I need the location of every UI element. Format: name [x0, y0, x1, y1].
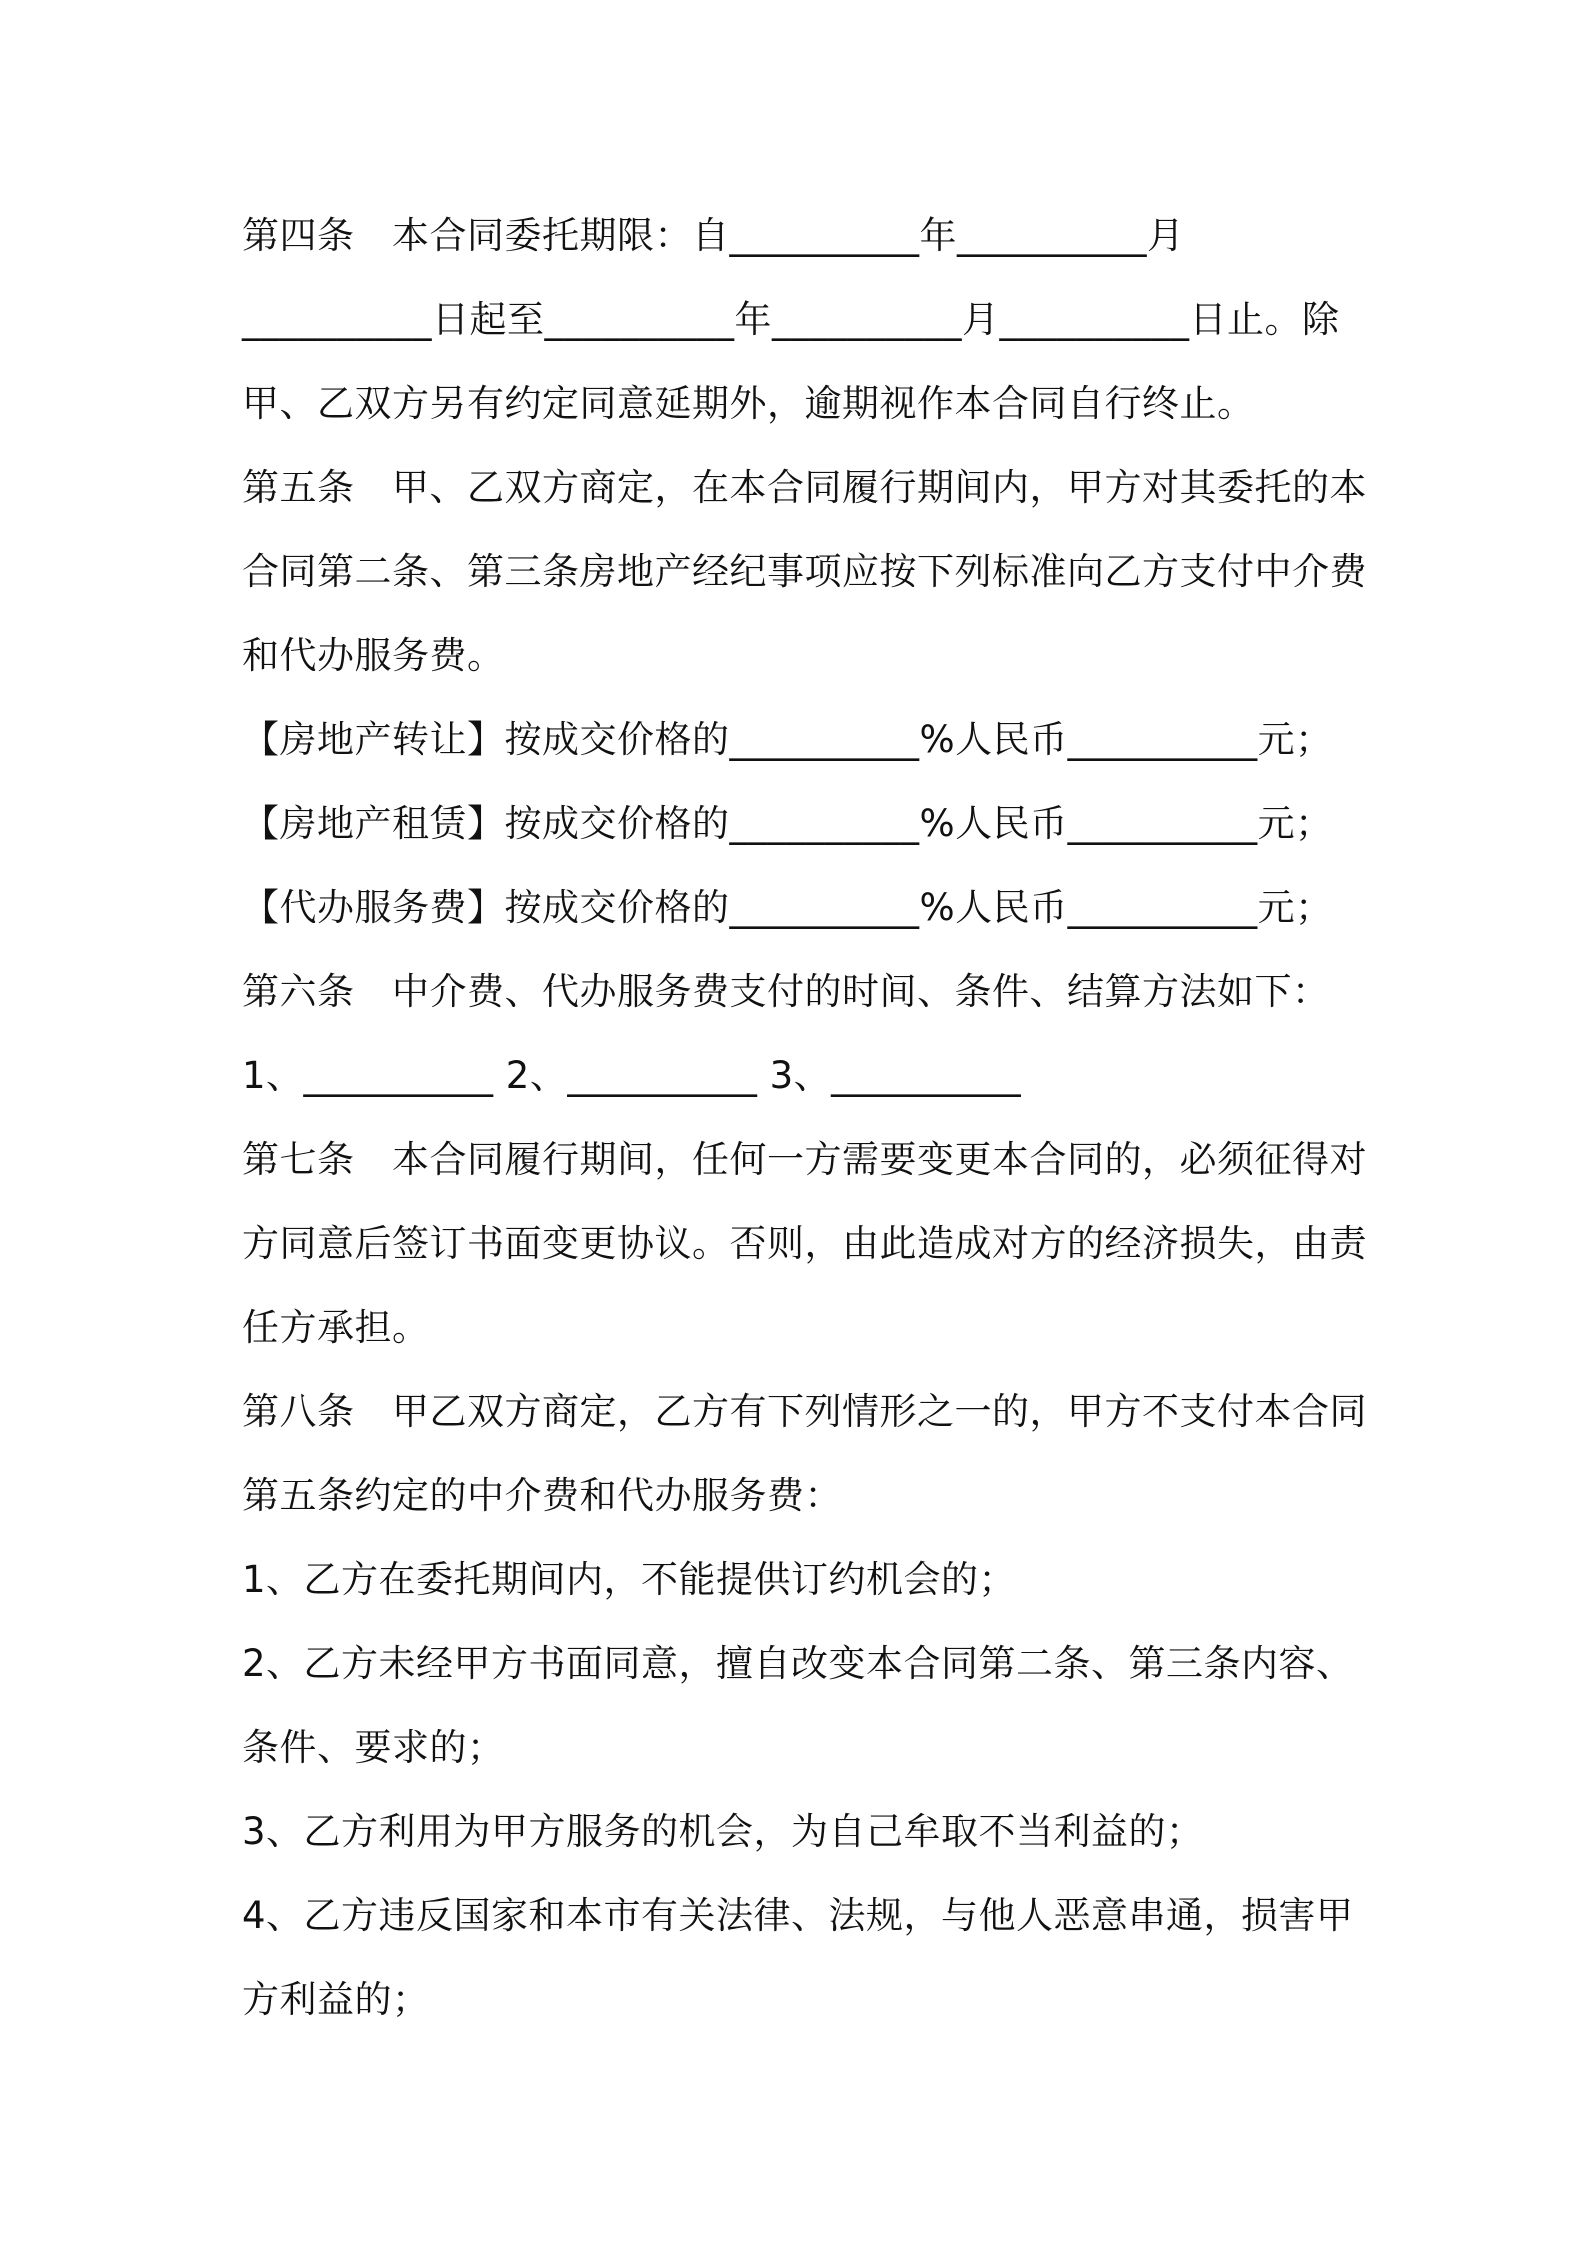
text-line: 第五条 甲、乙双方商定，在本合同履行期间内，甲方对其委托的本: [242, 466, 1367, 509]
contract-text: [242, 194, 1367, 2042]
text-line: 第八条 甲乙双方商定，乙方有下列情形之一的，甲方不支付本合同: [242, 1390, 1367, 1433]
text-line: 【房地产租赁】按成交价格的__________%人民币__________元；: [242, 802, 1333, 845]
text-line: 第七条 本合同履行期间，任何一方需要变更本合同的，必须征得对: [242, 1138, 1367, 1181]
text-line: 【房地产转让】按成交价格的__________%人民币__________元；: [242, 718, 1333, 761]
text-line: 任方承担。: [242, 1306, 430, 1349]
text-line: 第五条约定的中介费和代办服务费：: [242, 1474, 842, 1517]
text-line: 2、乙方未经甲方书面同意，擅自改变本合同第二条、第三条内容、: [242, 1642, 1354, 1685]
text-line: 【代办服务费】按成交价格的__________%人民币__________元；: [242, 886, 1333, 929]
text-line: 和代办服务费。: [242, 634, 505, 677]
text-line: 4、乙方违反国家和本市有关法律、法规，与他人恶意串通，损害甲: [242, 1894, 1354, 1937]
text-line: __________日起至__________年__________月__________日止。除: [242, 298, 1340, 341]
text-line: 方利益的；: [242, 1978, 430, 2021]
text-line: 条件、要求的；: [242, 1726, 505, 1769]
text-line: 合同第二条、第三条房地产经纪事项应按下列标准向乙方支付中介费: [242, 550, 1367, 593]
text-line: 1、乙方在委托期间内，不能提供订约机会的；: [242, 1558, 1017, 1601]
text-line: 第四条 本合同委托期限：自__________年__________月: [242, 214, 1185, 257]
text-line: 甲、乙双方另有约定同意延期外，逾期视作本合同自行终止。: [242, 382, 1255, 425]
text-line: 第六条 中介费、代办服务费支付的时间、条件、结算方法如下：: [242, 970, 1330, 1013]
text-line: 方同意后签订书面变更协议。否则，由此造成对方的经济损失，由责: [242, 1222, 1367, 1265]
text-line: 1、__________ 2、__________ 3、__________: [242, 1054, 1022, 1097]
text-line: 3、乙方利用为甲方服务的机会，为自己牟取不当利益的；: [242, 1810, 1204, 1853]
